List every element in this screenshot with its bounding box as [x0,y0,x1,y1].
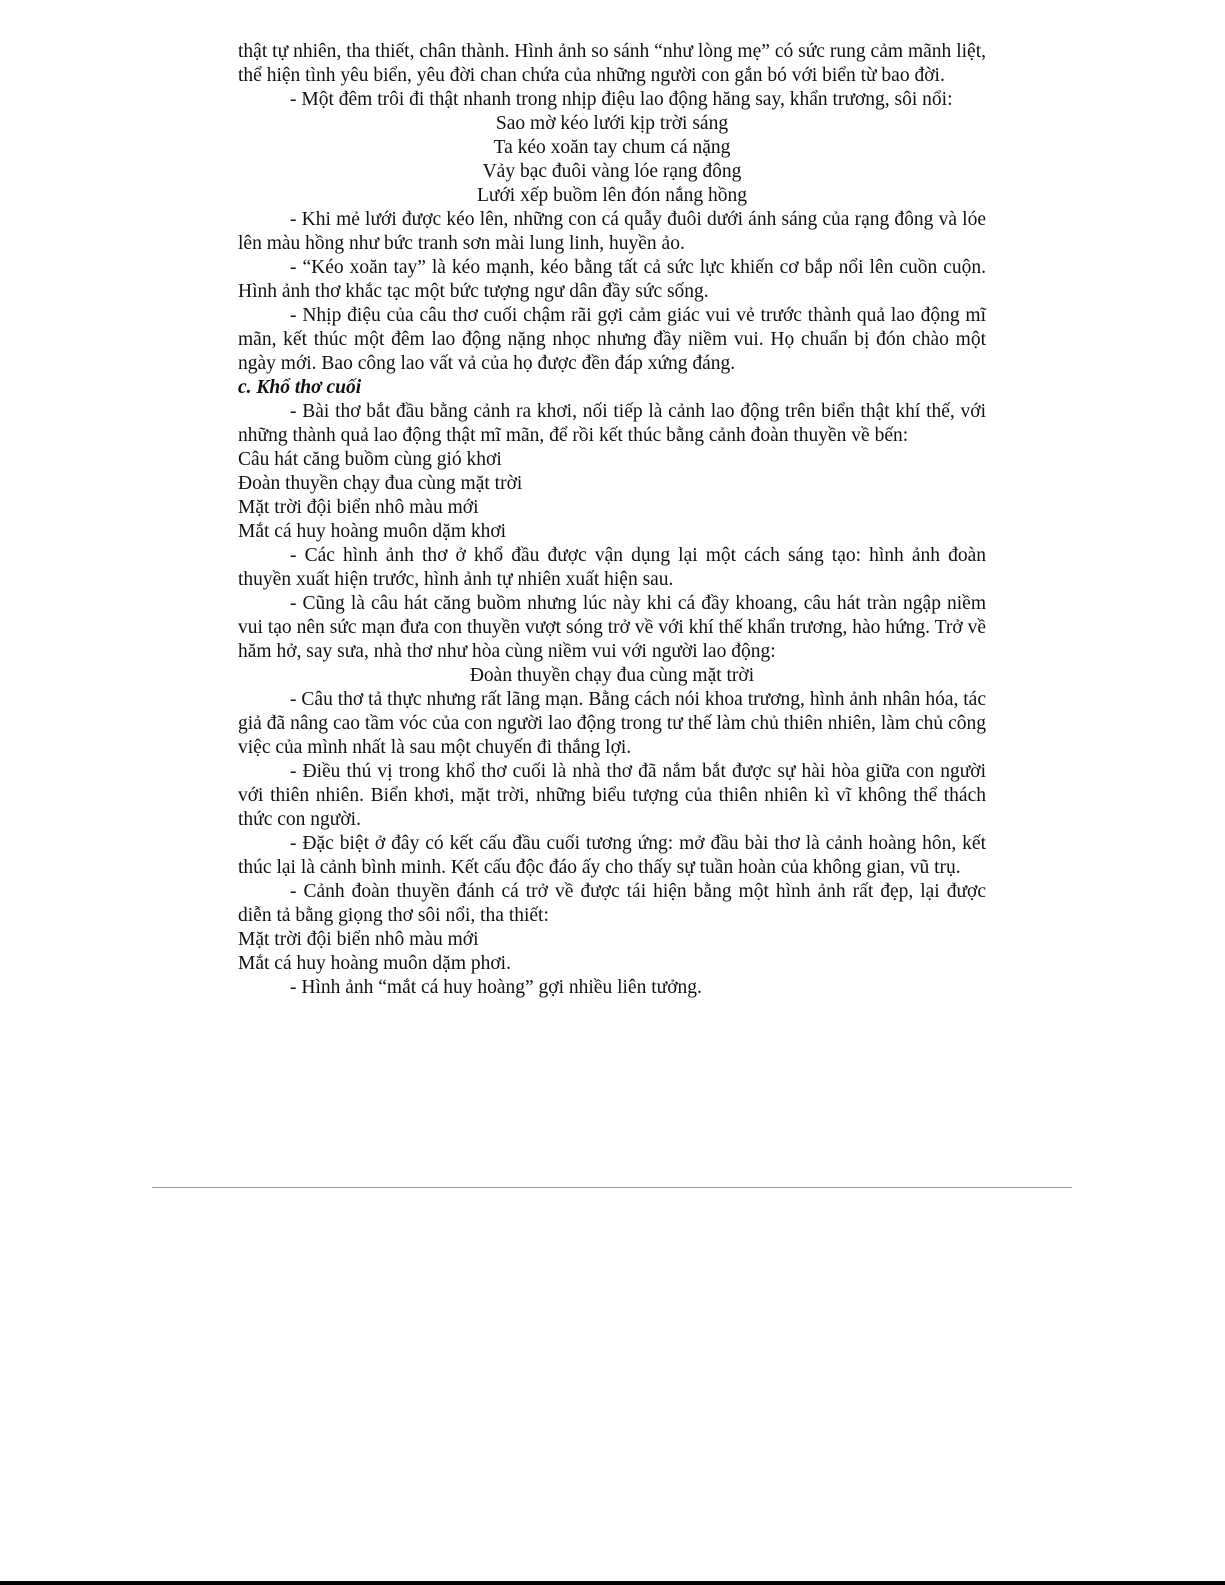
verse-line: Mặt trời đội biển nhô màu mới [238,497,479,518]
paragraph-poem-structure: - Bài thơ bắt đầu bằng cảnh ra khơi, nối tiếp là cảnh lao động trên biển thật khí thế, với những thành quả lao động thật mĩ mãn, để rồi kết thúc bằng cảnh đoàn thuyền về bến: [238,401,986,446]
paragraph-continuation: thật tự nhiên, tha thiết, chân thành. Hình ảnh so sánh “như lòng mẹ” có sức rung cảm mãnh liệt, thể hiện tình yêu biển, yêu đời chan chứa của những người con gắn bó với biển từ bao đời. [238,41,986,86]
footer-divider [152,1187,1072,1188]
paragraph-images-reused: - Các hình ảnh thơ ở khổ đầu được vận dụng lại một cách sáng tạo: hình ảnh đoàn thuyền xuất hiện trước, hình ảnh tự nhiên xuất hiện sau. [238,545,986,590]
verse-line-single: Đoàn thuyền chạy đua cùng mặt trời [469,665,755,686]
paragraph-keo-xoan-tay: - “Kéo xoăn tay” là kéo mạnh, kéo bằng tất cả sức lực khiến cơ bắp nổi lên cuồn cuộn. Hình ảnh thơ khắc tạc một bức tượng ngư dân đầy sức sống. [238,257,986,302]
paragraph-structure: - Đặc biệt ở đây có kết cấu đầu cuối tương ứng: mở đầu bài thơ là cảnh hoàng hôn, kết thúc lại là cảnh bình minh. Kết cấu độc đáo ấy cho thấy sự tuần hoàn của không gian, vũ trụ. [238,833,986,878]
paragraph-song-sails: - Cũng là câu hát căng buồm nhưng lúc này khi cá đầy khoang, câu hát tràn ngập niềm vui tạo nên sức mạn đưa con thuyền vượt sóng trở về với khí thế khẩn trương, hào hứng. Trở về hăm hở, say sưa, nhà thơ như hòa cùng niềm vui với người lao động: [238,593,986,662]
paragraph-return-scene: - Cảnh đoàn thuyền đánh cá trở về được tái hiện bằng một hình ảnh rất đẹp, lại được diễn tả bằng giọng thơ sôi nổi, tha thiết: [238,881,986,926]
paragraph-night-work: - Một đêm trôi đi thật nhanh trong nhịp điệu lao động hăng say, khẩn trương, sôi nổi: [290,89,953,110]
verse-line: Lưới xếp buồm lên đón nắng hồng [476,185,747,206]
paragraph-harmony: - Điều thú vị trong khổ thơ cuối là nhà thơ đã nắm bắt được sự hài hòa giữa con người với thiên nhiên. Biển khơi, mặt trời, những biểu tượng của thiên nhiên kì vĩ không thể thách thức con người. [238,761,986,830]
paragraph-net-pulled: - Khi mẻ lưới được kéo lên, những con cá quẫy đuôi dưới ánh sáng của rạng đông và lóe lên màu hồng như bức tranh sơn mài lung linh, huyền ảo. [238,209,986,254]
verse-line: Mắt cá huy hoàng muôn dặm phơi. [238,953,511,974]
verse-stanza-3 [238,928,986,976]
verse-stanza-1 [238,112,986,208]
verse-line: Vảy bạc đuôi vàng lóe rạng đông [482,161,742,182]
verse-line: Mắt cá huy hoàng muôn dặm khơi [238,521,507,542]
verse-line: Câu hát căng buồm cùng gió khơi [238,449,502,470]
page-bottom-edge [0,1581,1225,1585]
verse-line: Mặt trời đội biển nhô màu mới [238,929,479,950]
section-heading: c. Khổ thơ cuối [238,377,362,398]
verse-line: Ta kéo xoăn tay chum cá nặng [493,137,731,158]
verse-stanza-2 [238,448,986,544]
document-body [238,40,986,1000]
paragraph-fish-eye: - Hình ảnh “mắt cá huy hoàng” gợi nhiều liên tưởng. [290,977,702,998]
paragraph-romantic: - Câu thơ tả thực nhưng rất lãng mạn. Bằng cách nói khoa trương, hình ảnh nhân hóa, tác giả đã nâng cao tầm vóc của con người lao động trong tư thế làm chủ thiên nhiên, làm chủ công việc của mình nhất là sau một chuyến đi thắng lợi. [238,689,986,758]
paragraph-rhythm: - Nhịp điệu của câu thơ cuối chậm rãi gợi cảm giác vui vẻ trước thành quả lao động mĩ mãn, kết thúc một đêm lao động nặng nhọc nhưng đầy niềm vui. Họ chuẩn bị đón chào một ngày mới. Bao công lao vất vả của họ được đền đáp xứng đáng. [238,305,986,374]
verse-line: Đoàn thuyền chạy đua cùng mặt trời [238,473,523,494]
verse-line: Sao mờ kéo lưới kịp trời sáng [495,113,729,134]
